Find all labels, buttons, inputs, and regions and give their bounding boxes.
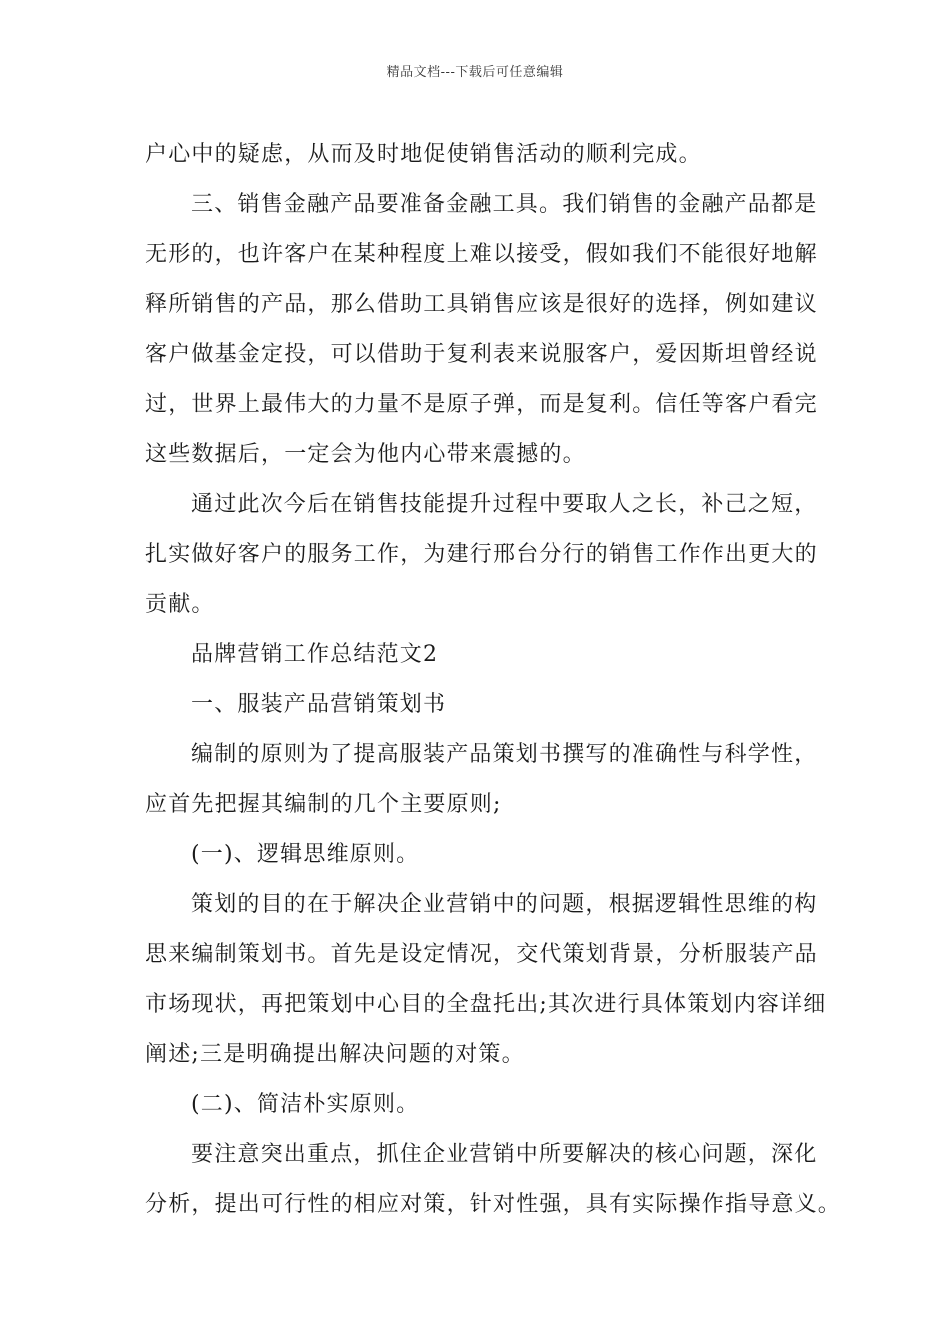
paragraph [145, 630, 825, 680]
paragraph [145, 1130, 842, 1230]
text-line: 户心中的疑虑，从而及时地促使销售活动的顺利完成。 [145, 142, 702, 167]
text-line: 扎实做好客户的服务工作，为建行邢台分行的销售工作作出更大的 [145, 542, 818, 567]
text-line: 这些数据后，一定会为他内心带来震撼的。 [145, 442, 586, 467]
text-line: 应首先把握其编制的几个主要原则; [145, 792, 502, 817]
text-line: 分析，提出可行性的相应对策，针对性强，具有实际操作指导意义。 [145, 1192, 842, 1217]
text-line: 释所销售的产品，那么借助工具销售应该是很好的选择，例如建议 [145, 292, 818, 317]
paragraph [145, 130, 825, 180]
paragraph [145, 830, 825, 880]
text-line: 阐述;三是明确提出解决问题的对策。 [145, 1042, 525, 1067]
paragraph [145, 1080, 825, 1130]
text-line: 编制的原则为了提高服装产品策划书撰写的准确性与科学性， [191, 742, 818, 767]
text-line: 策划的目的在于解决企业营销中的问题，根据逻辑性思维的构 [191, 892, 818, 917]
text-line: 品牌营销工作总结范文2 [191, 642, 439, 667]
paragraph [145, 480, 825, 630]
paragraph [145, 880, 825, 1080]
text-line: 通过此次今后在销售技能提升过程中要取人之长，补己之短， [191, 492, 818, 517]
text-line: 思来编制策划书。首先是设定情况，交代策划背景，分析服装产品 [145, 942, 818, 967]
text-line: 要注意突出重点，抓住企业营销中所要解决的核心问题，深化 [191, 1142, 818, 1167]
paragraph [145, 680, 825, 730]
text-line: 无形的，也许客户在某种程度上难以接受，假如我们不能很好地解 [145, 242, 818, 267]
text-line: 三、销售金融产品要准备金融工具。我们销售的金融产品都是 [191, 192, 818, 217]
text-line: 市场现状，再把策划中心目的全盘托出;其次进行具体策划内容详细 [145, 992, 827, 1017]
document-body [145, 130, 842, 1230]
page-header: 精品文档---下载后可任意编辑 [386, 65, 564, 80]
paragraph [145, 180, 825, 480]
text-line: (二)、简洁朴实原则。 [191, 1092, 420, 1117]
text-line: 一、服装产品营销策划书 [191, 692, 447, 717]
text-line: 过，世界上最伟大的力量不是原子弹，而是复利。信任等客户看完 [145, 392, 818, 417]
text-line: 贡献。 [145, 592, 215, 617]
text-line: 客户做基金定投，可以借助于复利表来说服客户，爱因斯坦曾经说 [145, 342, 818, 367]
text-line: (一)、逻辑思维原则。 [191, 842, 420, 867]
paragraph [145, 730, 825, 830]
